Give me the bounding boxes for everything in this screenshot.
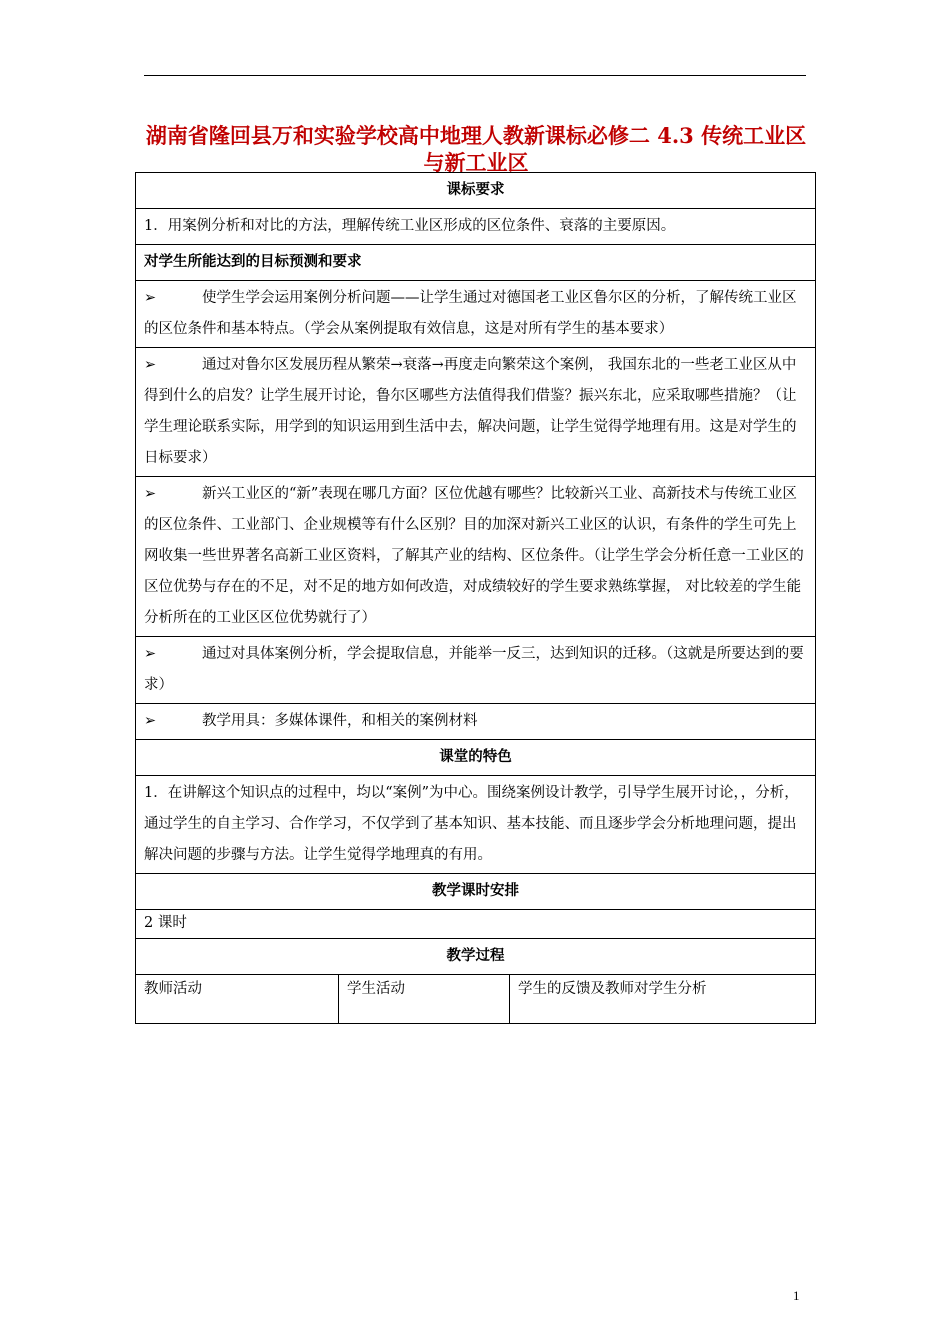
curriculum-header-row (136, 173, 816, 209)
student-activity-cell: 学生活动 (339, 975, 510, 1024)
goal-text: 通过对具体案例分析，学会提取信息，并能举一反三，达到知识的迁移。（这就是所要达到的要求） (144, 646, 804, 693)
goal-row (136, 281, 816, 348)
goal-item (136, 348, 816, 477)
curriculum-row (136, 209, 816, 245)
header-rule (144, 75, 806, 76)
process-columns-row (136, 975, 816, 1024)
goal-row (136, 704, 816, 740)
goal-item (136, 637, 816, 704)
features-header-row (136, 740, 816, 776)
page-number: 1 (793, 1288, 800, 1303)
bullet-arrow-icon: ➢ (144, 713, 157, 729)
feedback-analysis-cell: 学生的反馈及教师对学生分析 (510, 975, 816, 1024)
bullet-arrow-icon: ➢ (144, 357, 157, 373)
schedule-header-row (136, 874, 816, 910)
goal-item (136, 477, 816, 637)
schedule-row (136, 910, 816, 939)
curriculum-header: 课标要求 (136, 173, 816, 209)
bullet-arrow-icon: ➢ (144, 290, 157, 306)
goal-item (136, 704, 816, 740)
goal-text: 教学用具：多媒体课件，和相关的案例材料 (202, 713, 478, 729)
teacher-activity-cell: 教师活动 (136, 975, 339, 1024)
features-header: 课堂的特色 (136, 740, 816, 776)
curriculum-item: 1．用案例分析和对比的方法，理解传统工业区形成的区位条件、衰落的主要原因。 (136, 209, 816, 245)
schedule-header: 教学课时安排 (136, 874, 816, 910)
bullet-arrow-icon: ➢ (144, 646, 157, 662)
process-header: 教学过程 (136, 939, 816, 975)
lesson-plan-table (135, 172, 816, 1024)
bullet-arrow-icon: ➢ (144, 486, 157, 502)
goals-header: 对学生所能达到的目标预测和要求 (136, 245, 816, 281)
schedule-text: 2 课时 (136, 910, 816, 939)
goal-text: 通过对鲁尔区发展历程从繁荣→衰落→再度走向繁荣这个案例， 我国东北的一些老工业区从中得到什么的启发？让学生展开讨论，鲁尔区哪些方法值得我们借鉴？振兴东北，应采取哪些措施？（让学生理论联系实际，用学到的知识运用到生活中去，解决问题，让学生觉得学地理有用。这是对学生的日标要求） (144, 357, 797, 466)
document-title: 湖南省隆回县万和实验学校高中地理人教新课标必修二 4.3 传统工业区与新工业区 (145, 123, 807, 175)
goal-row (136, 348, 816, 477)
goal-item (136, 281, 816, 348)
goal-text: 新兴工业区的“新”表现在哪几方面？区位优越有哪些？比较新兴工业、高新技术与传统工业区的区位条件、工业部门、企业规模等有什么区别？目的加深对新兴工业区的认识，有条件的学生可先上网收集一些世界著名高新工业区资料，了解其产业的结构、区位条件。（让学生学会分析任意一工业区的区位优势与存在的不足，对不足的地方如何改造，对成绩较好的学生要求熟练掌握， 对比较差的学生能分析所在的工业区区位优势就行了） (144, 486, 804, 626)
goal-row (136, 477, 816, 637)
goal-row (136, 637, 816, 704)
features-row (136, 776, 816, 874)
goals-header-row (136, 245, 816, 281)
goal-text: 使学生学会运用案例分析问题——让学生通过对德国老工业区鲁尔区的分析，了解传统工业区的区位条件和基本特点。（学会从案例提取有效信息，这是对所有学生的基本要求） (144, 290, 797, 337)
process-header-row (136, 939, 816, 975)
features-text: 1．在讲解这个知识点的过程中，均以“案例”为中心。围绕案例设计教学，引导学生展开讨论，，分析，通过学生的自主学习、合作学习，不仅学到了基本知识、基本技能、而且逐步学会分析地理问题，提出解决问题的步骤与方法。让学生觉得学地理真的有用。 (136, 776, 816, 874)
